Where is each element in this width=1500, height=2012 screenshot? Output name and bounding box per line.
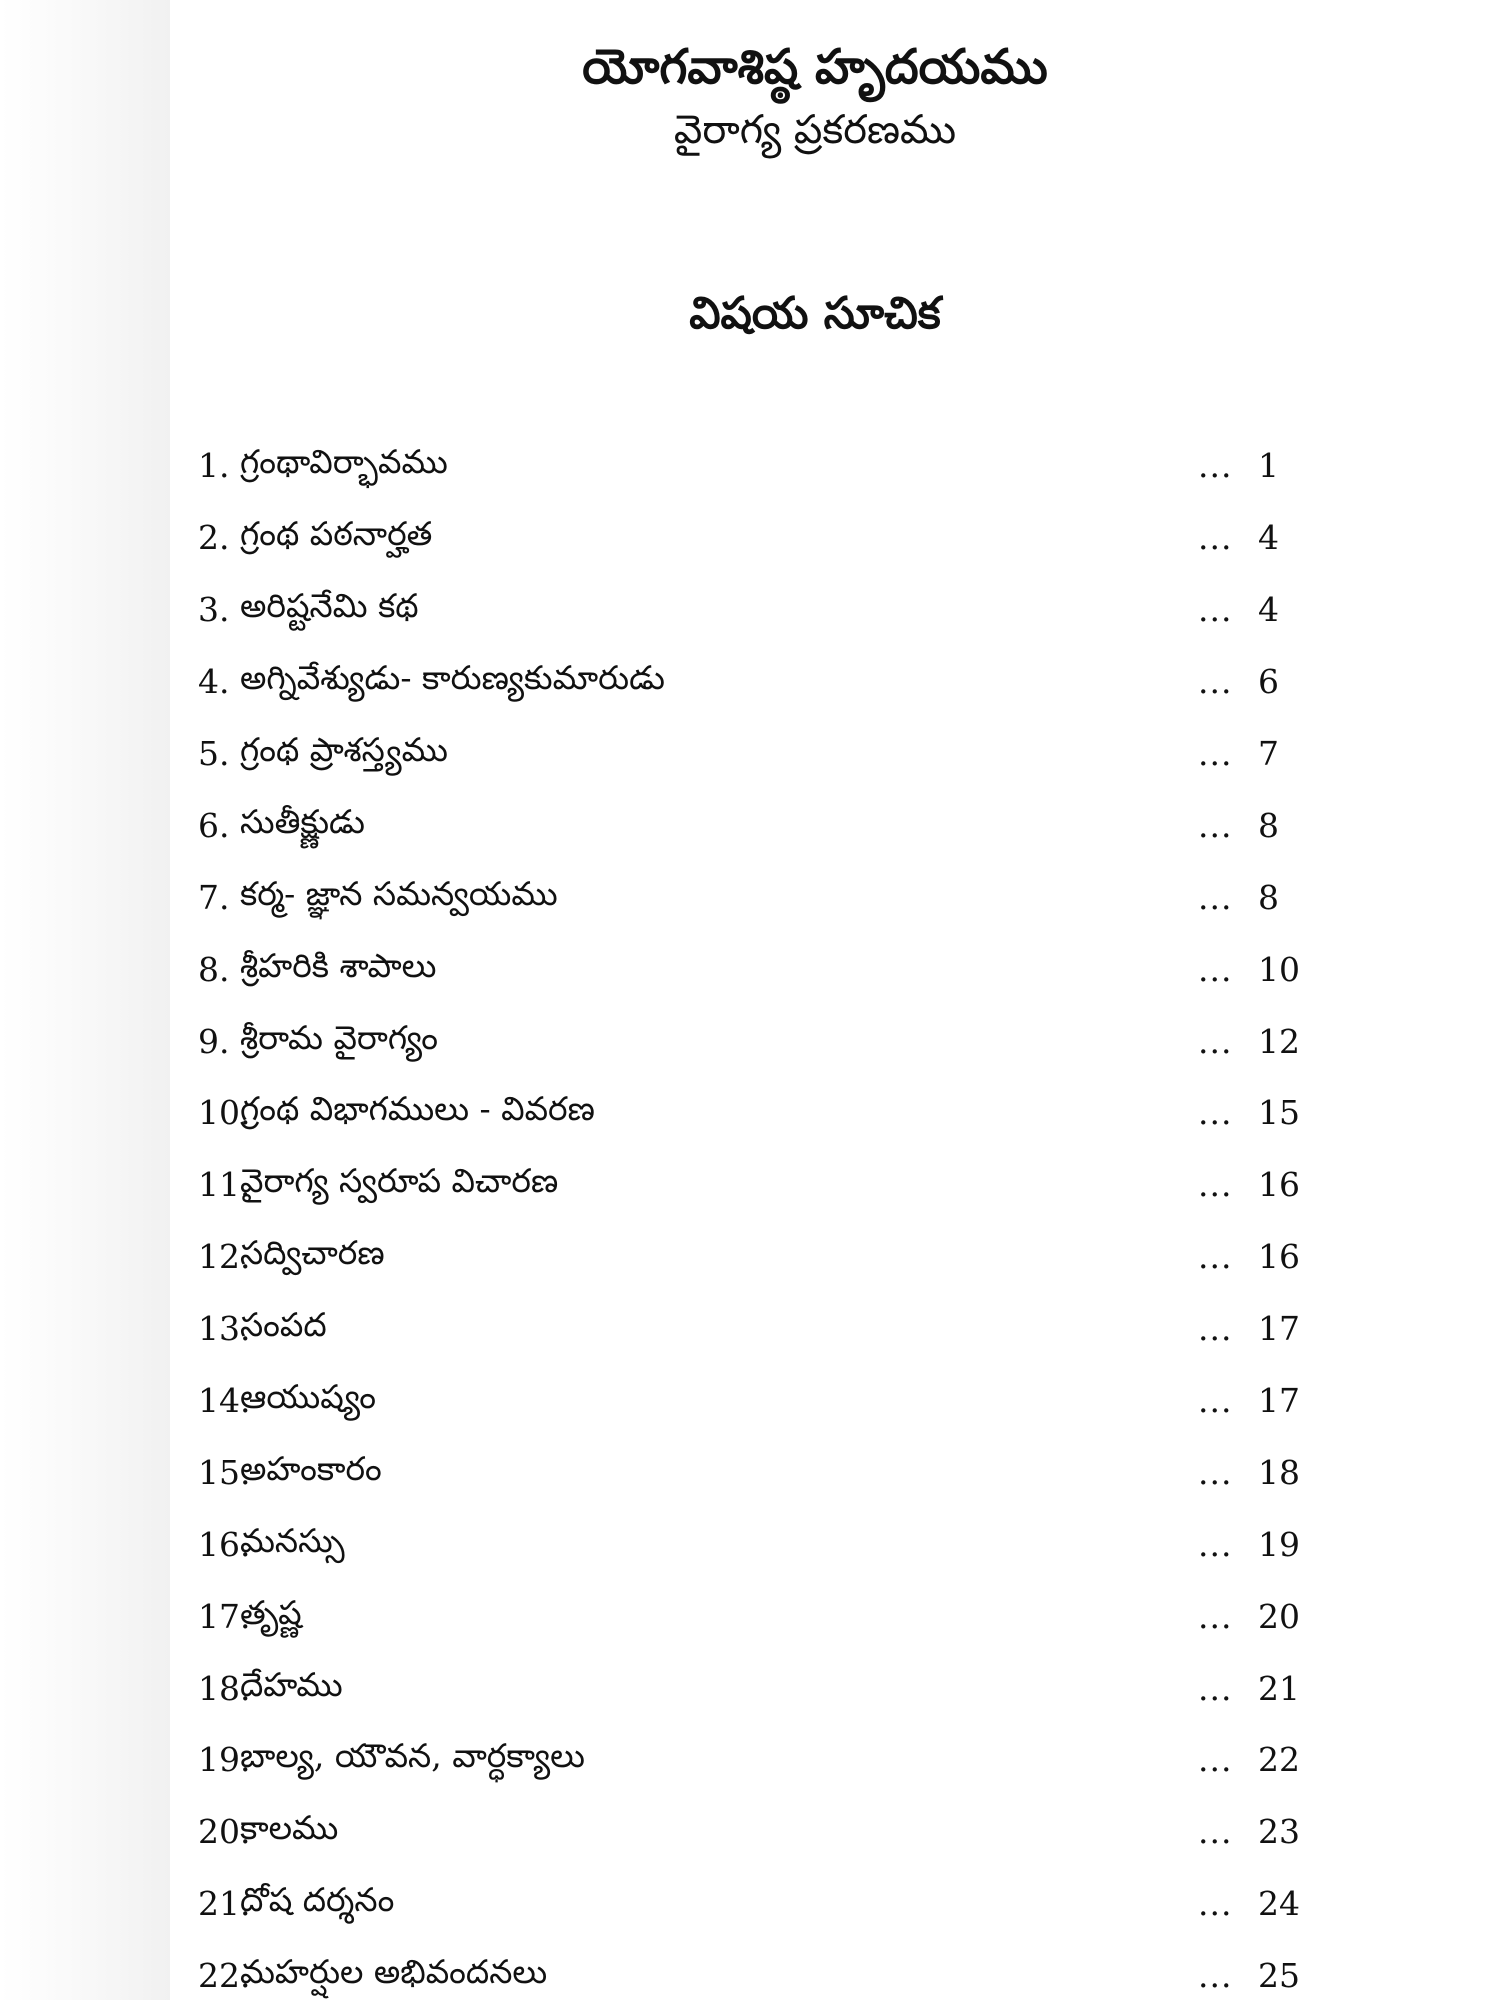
toc-entry (198, 502, 1318, 574)
toc-leader-dots: ... (1198, 949, 1233, 989)
toc-entry-title: తృష్ణ (240, 1592, 302, 1632)
toc-entry (198, 1221, 1318, 1293)
toc-entry-title: గ్రంథ పఠనార్హత (240, 514, 433, 554)
toc-entry-number: 2. (198, 518, 230, 558)
toc-entry-number: 21. (198, 1884, 251, 1924)
toc-entry-number: 17. (198, 1596, 251, 1636)
toc-entry (198, 718, 1318, 790)
toc-leader-dots: ... (1198, 734, 1233, 773)
toc-entry-page: 12 (1258, 1021, 1300, 1061)
toc-entry-number: 14. (198, 1381, 251, 1421)
toc-entry (198, 1796, 1318, 1868)
toc-entry-title: శ్రీహరికి శాపాలు (240, 945, 437, 985)
toc-entry-title: అగ్నివేశ్యుడు- కారుణ్యకుమారుడు (240, 658, 665, 698)
toc-entry (198, 1077, 1318, 1149)
toc-entry-number: 22. (198, 1956, 251, 1996)
toc-entry-page: 25 (1258, 1956, 1300, 1996)
toc-entry-title: మనస్సు (240, 1520, 345, 1560)
toc-leader-dots: ... (1198, 1596, 1233, 1636)
toc-entry (198, 1508, 1318, 1580)
toc-entry (198, 1724, 1318, 1796)
toc-entry-title: మహర్షుల అభివందనలు (240, 1952, 548, 1992)
toc-entry-page: 4 (1258, 590, 1279, 630)
toc-entry-page: 7 (1258, 734, 1279, 773)
toc-leader-dots: ... (1198, 1956, 1233, 1996)
toc-entry (198, 1940, 1318, 2012)
toc-entry-page: 16 (1258, 1165, 1300, 1205)
toc-entry-title: దేహము (240, 1664, 343, 1704)
toc-entry-title: గ్రంథావిర్భావము (240, 442, 448, 482)
toc-leader-dots: ... (1198, 590, 1233, 630)
toc-entry-number: 6. (198, 805, 230, 845)
page-header (0, 36, 1500, 156)
toc-entry-title: శ్రీరామ వైరాగ్యం (240, 1017, 439, 1057)
toc-entry-number: 7. (198, 877, 230, 917)
toc-entry-number: 12. (198, 1237, 251, 1277)
toc-leader-dots: ... (1198, 1309, 1233, 1349)
toc-entry-number: 20. (198, 1812, 251, 1852)
book-title: యోగవాశిష్ఠ హృదయము (582, 39, 1048, 95)
toc-entry-page: 23 (1258, 1812, 1300, 1852)
toc-leader-dots: ... (1198, 1237, 1233, 1277)
toc-entry-page: 8 (1258, 877, 1279, 917)
toc-entry-page: 10 (1258, 949, 1300, 989)
toc-entry (198, 430, 1318, 502)
toc-entry-title: ఆయుష్యం (240, 1377, 376, 1417)
toc-entry (198, 861, 1318, 933)
toc-entry-number: 16. (198, 1524, 251, 1564)
toc-entry (198, 789, 1318, 861)
toc-entry (198, 1580, 1318, 1652)
toc-entry-title: కర్మ- జ్ఞాన సమన్వయము (240, 873, 558, 913)
toc-entry-page: 17 (1258, 1309, 1300, 1349)
toc-leader-dots: ... (1198, 1884, 1233, 1924)
toc-entry-page: 19 (1258, 1524, 1300, 1564)
toc-entry (198, 1293, 1318, 1365)
toc-entry-page: 4 (1258, 518, 1279, 558)
toc-entry-title: కాలము (240, 1808, 339, 1848)
toc-entry-number: 18. (198, 1668, 251, 1708)
toc-entry-page: 16 (1258, 1237, 1300, 1277)
toc-entry (198, 646, 1318, 718)
toc-entry-page: 18 (1258, 1452, 1300, 1492)
book-subtitle: వైరాగ్య ప్రకరణము (673, 107, 957, 154)
toc-leader-dots: ... (1198, 1093, 1233, 1133)
toc-entry-number: 4. (198, 662, 230, 702)
toc-entry (198, 1005, 1318, 1077)
toc-leader-dots: ... (1198, 1165, 1233, 1205)
toc-entry-number: 15. (198, 1452, 251, 1492)
toc-leader-dots: ... (1198, 1812, 1233, 1852)
toc-leader-dots: ... (1198, 1381, 1233, 1421)
toc-entry-title: అరిష్టనేమి కథ (240, 586, 419, 626)
toc-entry-page: 21 (1258, 1668, 1300, 1708)
table-of-contents (198, 430, 1318, 2012)
toc-entry-title: అహంకారం (240, 1448, 382, 1488)
toc-entry-page: 22 (1258, 1740, 1300, 1780)
toc-entry (198, 1436, 1318, 1508)
toc-leader-dots: ... (1198, 518, 1233, 558)
toc-entry-number: 10. (198, 1093, 251, 1133)
toc-entry-title: వైరాగ్య స్వరూప విచారణ (240, 1161, 559, 1201)
toc-entry (198, 1149, 1318, 1221)
toc-entry-number: 3. (198, 590, 230, 630)
toc-leader-dots: ... (1198, 1524, 1233, 1564)
toc-entry-page: 24 (1258, 1884, 1300, 1924)
toc-entry-number: 9. (198, 1021, 230, 1061)
toc-entry (198, 1365, 1318, 1437)
toc-entry-page: 6 (1258, 662, 1279, 702)
toc-entry-title: సుతీక్ష్ణుడు (240, 801, 365, 841)
toc-heading: విషయ సూచిక (689, 288, 941, 339)
toc-leader-dots: ... (1198, 446, 1233, 486)
toc-entry-title: సద్విచారణ (240, 1233, 385, 1273)
toc-entry-page: 15 (1258, 1093, 1300, 1133)
toc-entry-page: 17 (1258, 1381, 1300, 1421)
toc-entry-page: 20 (1258, 1596, 1300, 1636)
toc-entry-number: 5. (198, 734, 230, 773)
toc-entry-title: దోష దర్శనం (240, 1880, 395, 1920)
toc-entry-title: గ్రంథ ప్రాశస్త్యము (240, 730, 448, 769)
toc-leader-dots: ... (1198, 662, 1233, 702)
toc-entry-number: 11. (198, 1165, 251, 1205)
toc-entry (198, 933, 1318, 1005)
toc-entry-page: 8 (1258, 805, 1279, 845)
toc-leader-dots: ... (1198, 1021, 1233, 1061)
toc-entry (198, 574, 1318, 646)
toc-leader-dots: ... (1198, 1668, 1233, 1708)
toc-entry-title: సంపద (240, 1305, 327, 1345)
toc-leader-dots: ... (1198, 877, 1233, 917)
toc-entry-number: 8. (198, 949, 230, 989)
toc-entry-number: 1. (198, 446, 230, 486)
toc-entry-number: 19. (198, 1740, 251, 1780)
toc-entry (198, 1652, 1318, 1724)
toc-leader-dots: ... (1198, 805, 1233, 845)
toc-entry (198, 1868, 1318, 1940)
toc-entry-number: 13. (198, 1309, 251, 1349)
toc-entry-title: గ్రంథ విభాగములు - వివరణ (240, 1089, 595, 1129)
toc-entry-page: 1 (1258, 446, 1279, 486)
toc-leader-dots: ... (1198, 1452, 1233, 1492)
toc-entry-title: బాల్య, యౌవన, వార్ధక్యాలు (240, 1736, 585, 1776)
toc-leader-dots: ... (1198, 1740, 1233, 1780)
